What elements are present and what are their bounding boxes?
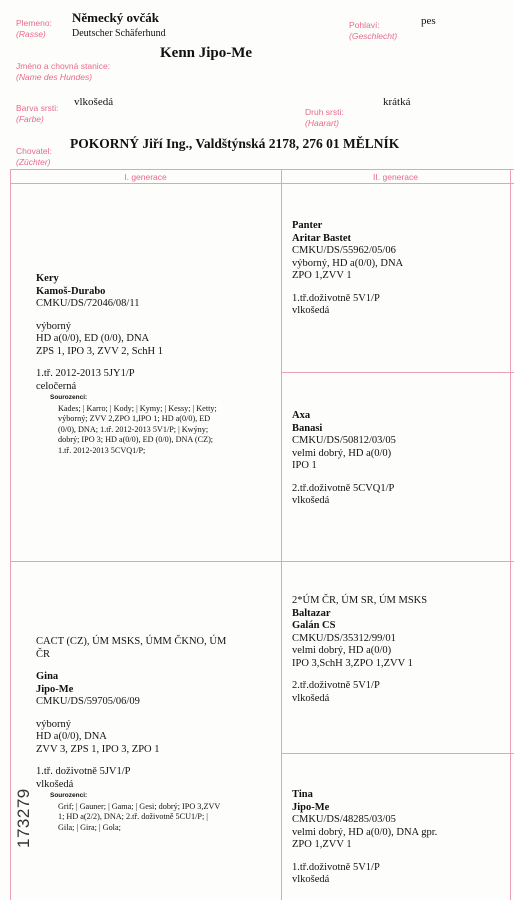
- sire-reg: CMKU/DS/72046/08/11: [36, 298, 140, 309]
- name-label: Jméno a chovná stanice: (Name des Hundes): [16, 61, 111, 82]
- sire-name: Kery: [36, 273, 59, 284]
- sire-dam-color: vlkošedá: [292, 495, 330, 506]
- sire-sibling-line: výborný; ZVV 2,ZPO 1,IPO 1; HD a(0/0), ED: [58, 414, 211, 423]
- breed-label: Plemeno: (Rasse): [16, 18, 52, 39]
- sex-label: Pohlaví: (Geschlecht): [349, 20, 398, 41]
- dam-sibling-line: Gila; | Gira; | Gola;: [58, 822, 121, 832]
- coat-value: krátká: [383, 96, 411, 108]
- dam-sire-color: vlkošedá: [292, 692, 330, 704]
- dam-block: [36, 636, 286, 833]
- sire-sibling-line: dobrý; IPO 3; HD a(0/0), ED (0/0), DNA (CZ);: [58, 435, 214, 444]
- dam-health: HD a(0/0), DNA: [36, 731, 107, 742]
- sire-sire-kennel: Aritar Bastet: [292, 232, 351, 244]
- dam-sire-name: Baltazar: [292, 607, 331, 619]
- dam-color: vlkošedá: [36, 778, 74, 790]
- dog-name: Kenn Jipo-Me: [160, 45, 253, 61]
- sire-dam-exams: IPO 1: [292, 460, 317, 471]
- dam-dam-health: velmi dobrý, HD a(0/0), DNA gpr.: [292, 826, 438, 838]
- sire-sire-breeding: 1.tř.doživotně 5V1/P: [292, 292, 380, 304]
- sire-sire-reg: CMKU/DS/55962/05/06: [292, 245, 396, 256]
- breed-value: Německý ovčák: [72, 10, 160, 25]
- sire-exams: ZPS 1, IPO 3, ZVV 2, SchH 1: [36, 345, 163, 357]
- sire-siblings: [36, 393, 286, 456]
- dam-sire-health: velmi dobrý, HD a(0/0): [292, 645, 392, 656]
- dam-breeding: 1.tř. doživotně 5JV1/P: [36, 766, 131, 777]
- dam-sire-titles: 2*ÚM ČR, ÚM SR, ÚM MSKS: [292, 595, 428, 606]
- sire-rating: výborný: [36, 320, 71, 332]
- sire-block: [36, 273, 286, 456]
- dam-sire-block: [292, 595, 427, 705]
- sire-breeding: 1.tř. 2012-2013 5JY1/P: [36, 368, 135, 379]
- breeder-value: POKORNÝ Jiří Ing., Valdštýnská 2178, 276 01 MĚLNÍK: [70, 136, 400, 151]
- header-divider: [10, 169, 514, 170]
- breeder-label: Chovatel: (Züchter): [16, 146, 52, 167]
- breed-value-de: Deutscher Schäferhund: [72, 28, 166, 39]
- dam-name: Gina: [36, 671, 59, 682]
- sire-health: HD a(0/0), ED (0/0), DNA: [36, 333, 150, 344]
- sire-dam-divider: [10, 561, 514, 562]
- dam-dam-name: Tina: [292, 789, 313, 800]
- dam-sire-kennel: Galán CS: [292, 620, 336, 631]
- gen1-header: I. generace: [124, 172, 167, 182]
- coat-label: Druh srsti: (Haarart): [305, 107, 344, 128]
- gen2-divider-1: [281, 372, 514, 373]
- sire-color: celočerná: [36, 380, 77, 392]
- sire-sire-exams: ZPO 1,ZVV 1: [292, 270, 352, 281]
- sire-kennel: Kamoš-Durabo: [36, 285, 106, 297]
- dam-sibling-line: Grif; | Gauner; | Gama; | Gesi; dobrý; IPO 3,ZVV: [58, 801, 221, 811]
- gen2-divider-3: [281, 753, 514, 754]
- dam-rating: výborný: [36, 718, 71, 730]
- dam-dam-block: [292, 789, 437, 887]
- sex-value: pes: [421, 15, 436, 27]
- stamp-number: 173279: [14, 788, 33, 848]
- sire-sire-block: [292, 220, 403, 318]
- color-label: Barva srsti: (Farbe): [16, 103, 59, 124]
- sire-dam-name: Axa: [292, 410, 311, 421]
- dam-dam-kennel: Jipo-Me: [292, 801, 330, 813]
- dam-dam-breeding: 1.tř.doživotně 5V1/P: [292, 861, 380, 873]
- dam-reg: CMKU/DS/59705/06/09: [36, 696, 140, 707]
- left-border: [10, 169, 11, 900]
- color-value: vlkošedá: [74, 96, 114, 108]
- right-border: [510, 169, 511, 900]
- dam-siblings: [36, 791, 286, 833]
- gen-header-divider: [10, 183, 514, 184]
- dam-dam-color: vlkošedá: [292, 874, 330, 885]
- sire-dam-reg: CMKU/DS/50812/03/05: [292, 435, 396, 446]
- sire-dam-kennel: Banasi: [292, 422, 323, 434]
- dam-titles-2: ČR: [36, 648, 51, 660]
- sire-siblings-title: Sourozenci:: [50, 394, 88, 401]
- sire-sire-name: Panter: [292, 220, 323, 231]
- dam-kennel: Jipo-Me: [36, 683, 74, 695]
- dam-sire-reg: CMKU/DS/35312/99/01: [292, 632, 396, 644]
- dam-dam-reg: CMKU/DS/48285/03/05: [292, 814, 396, 825]
- dam-siblings-title: Sourozenci:: [50, 792, 88, 799]
- sire-sibling-line: 1.tř. 2012-2013 5CVQ1/P;: [58, 445, 146, 455]
- sire-sire-health: výborný, HD a(0/0), DNA: [292, 257, 404, 269]
- dam-dam-exams: ZPO 1,ZVV 1: [292, 839, 352, 850]
- sire-dam-breeding: 2.tř.doživotně 5CVQ1/P: [292, 482, 395, 494]
- dam-sibling-line: 1; HD a(2/2), DNA; 2.tř. doživotně 5CU1/P; |: [58, 812, 208, 821]
- dam-exams: ZVV 3, ZPS 1, IPO 3, ZPO 1: [36, 743, 160, 755]
- sire-dam-health: velmi dobrý, HD a(0/0): [292, 447, 392, 459]
- sire-dam-block: [292, 410, 396, 508]
- dam-sire-exams: IPO 3,SchH 3,ZPO 1,ZVV 1: [292, 657, 413, 669]
- sire-sire-color: vlkošedá: [292, 305, 330, 316]
- gen2-header: II. generace: [373, 172, 418, 182]
- sire-sibling-line: Kades; | Karro; | Kody; | Kymy; | Kessy; | Ketty;: [58, 403, 217, 413]
- dam-sire-breeding: 2.tř.doživotně 5V1/P: [292, 680, 380, 691]
- dam-titles: CACT (CZ), ÚM MSKS, ÚMM ČKNO, ÚM: [36, 636, 227, 647]
- sire-sibling-line: (0/0), DNA; 1.tř. 2012-2013 5V1/P; | Kwýny;: [58, 424, 209, 434]
